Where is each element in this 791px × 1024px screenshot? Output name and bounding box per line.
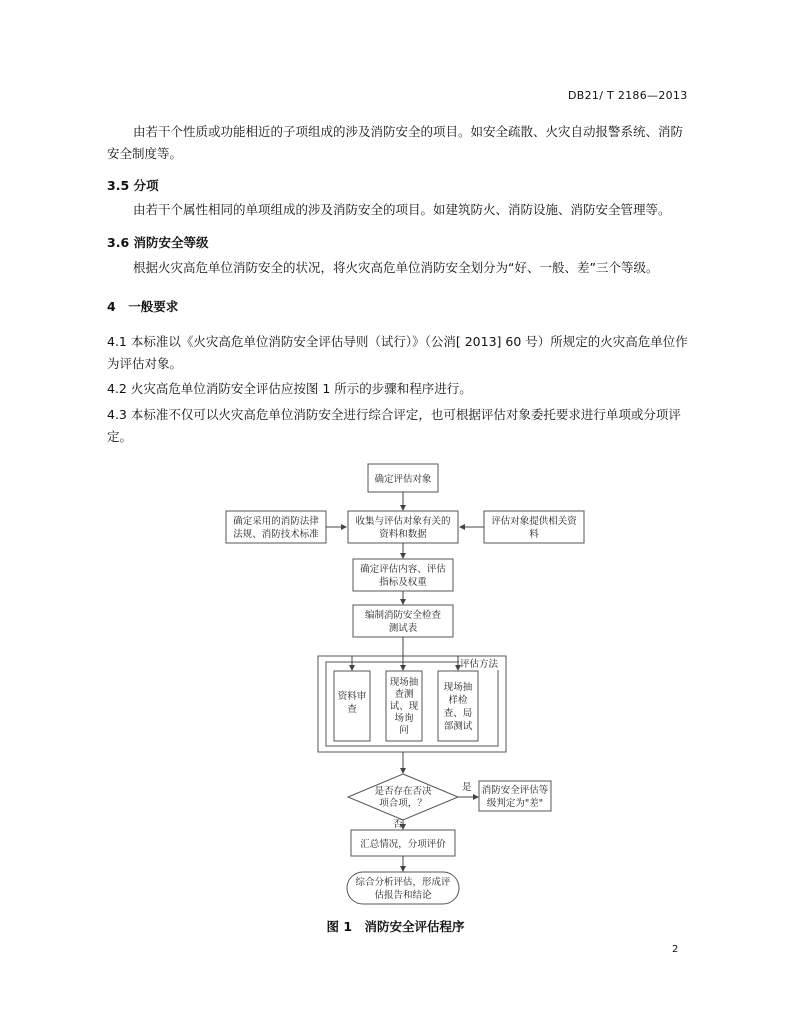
decision-veto-items (348, 774, 458, 820)
paragraph-4-1: 4.1 本标准以《火灾高危单位消防安全评估导则（试行）》（公消[ 2013] 60 号）所规定的火灾高危单位作为评估对象。 (107, 334, 688, 371)
box-collect-line2: 资料和数据 (379, 529, 427, 540)
result-line2: 级判定为"差" (486, 798, 544, 809)
box-collect-line1: 收集与评估对象有关的 (355, 516, 451, 527)
method2-line5: 问 (399, 725, 409, 736)
step4-line1: 编制消防安全检查 (364, 610, 442, 621)
section-heading-3-6: 3.6 消防安全等级 (107, 235, 209, 250)
method1-line2: 查 (347, 704, 357, 715)
paragraph-subitem-definition: 由若干个属性相同的单项组成的涉及消防安全的项目。如建筑防火、消防设施、消防安全管理等。 (133, 202, 671, 217)
method2-line1: 现场抽 (389, 677, 419, 688)
decision-line2: 项合项，？ (379, 798, 427, 809)
page-number: 2 (672, 944, 679, 955)
step-determine-object-text: 确定评估对象 (374, 474, 432, 485)
section-heading-3-5: 3.5 分项 (107, 178, 159, 193)
method2-line4: 场询 (394, 713, 414, 724)
method2-line3: 试、现 (389, 701, 419, 712)
document-code: DB21/ T 2186—2013 (568, 89, 688, 102)
paragraph-4-2: 4.2 火灾高危单位消防安全评估应按图 1 所示的步骤和程序进行。 (107, 381, 472, 396)
figure-caption: 图 1 消防安全评估程序 (326, 919, 465, 934)
step3-line2: 指标及权重 (379, 577, 427, 588)
section-heading-4: 4 一般要求 (107, 299, 179, 314)
final-line2: 估报告和结论 (374, 890, 432, 901)
step6-text: 汇总情况，分项评价 (360, 839, 446, 850)
box-laws-line1: 确定采用的消防法律 (233, 516, 319, 527)
method2-line2: 查测 (394, 689, 414, 700)
paragraph-safety-level: 根据火灾高危单位消防安全的状况，将火灾高危单位消防安全划分为“好、一般、差”三个等级。 (133, 260, 659, 275)
result-line1: 消防安全评估等 (481, 785, 549, 796)
step3-line1: 确定评估内容、评估 (360, 564, 446, 575)
methods-label: 评估方法 (460, 659, 499, 670)
decision-yes-label: 是 (462, 782, 472, 793)
paragraph-item-definition: 由若干个性质或功能相近的子项组成的涉及消防安全的项目。如安全疏散、火灾自动报警系统、消防安全制度等。 (107, 124, 684, 161)
decision-line1: 是否存在否决 (374, 786, 432, 797)
method3-line3: 查、局 (443, 708, 473, 719)
final-line1: 综合分析评估，形成评 (355, 877, 451, 888)
box-provided-line2: 料 (529, 529, 539, 540)
method3-line2: 样检 (448, 695, 468, 706)
method3-line1: 现场抽 (443, 682, 473, 693)
step4-line2: 测试表 (388, 623, 418, 634)
decision-no-label: 否 (393, 819, 403, 830)
method1-line1: 资料审 (337, 691, 367, 702)
box-laws-line2: 法规、消防技术标准 (233, 529, 319, 540)
box-provided-line1: 评估对象提供相关资 (491, 516, 577, 527)
paragraph-4-3: 4.3 本标准不仅可以火灾高危单位消防安全进行综合评定，也可根据评估对象委托要求进行单项或分项评定。 (107, 407, 681, 444)
method3-line4: 部测试 (443, 721, 473, 732)
